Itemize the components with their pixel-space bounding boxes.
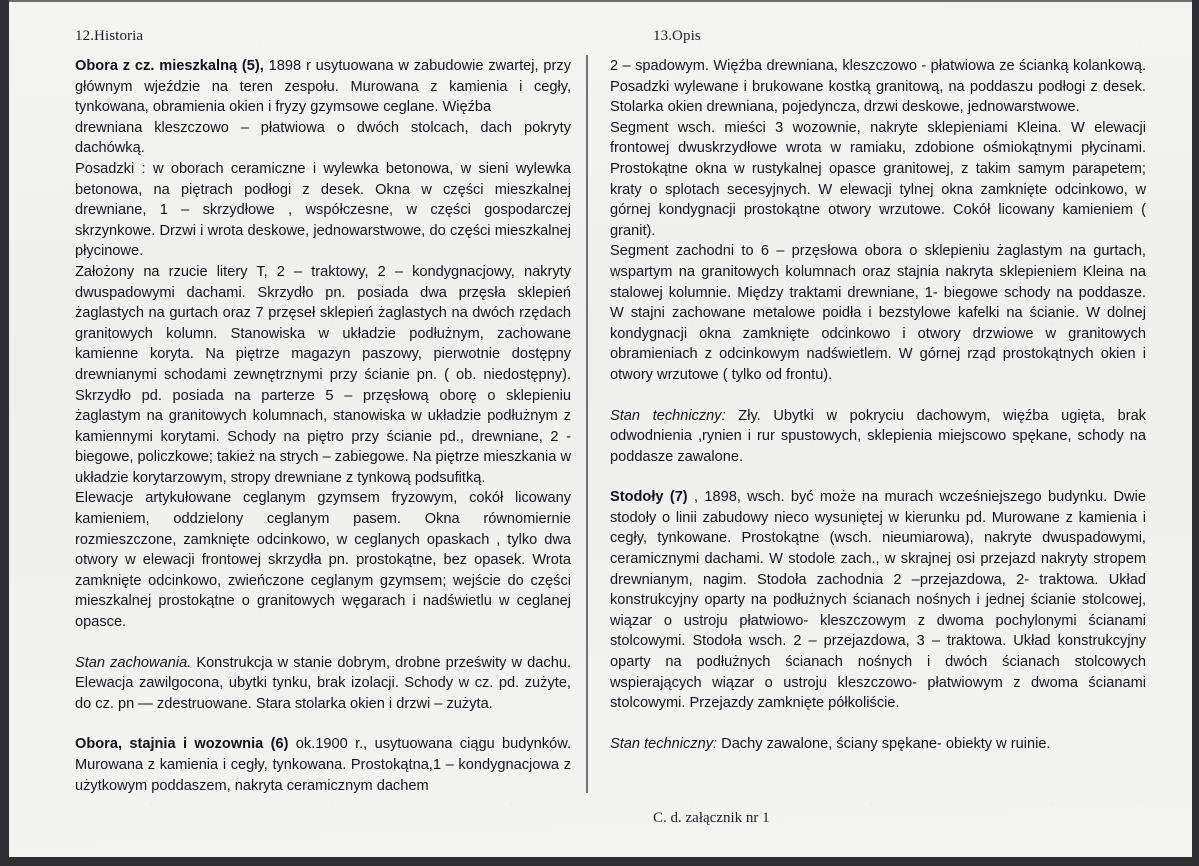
paragraph-body-elewacje-artykulowane: Elewacje artykułowane ceglanym gzymsem fryzowym, cokół licowany kamieniem, oddzielony ceglanym pasem. Okna równomiernie rozmieszczone, zamknięte odcinkowo, w ceglanych opaskach , tylko dwa otwory w elewacji frontowej skrzydła pn. prostokątne, bez opasek. Wrota zamknięte odcinkowo, zwieńczone ceglanym gzymsem; wejście do części mieszkalnej prostokątne o granitowych węgarach i nadświetlu w ceglanej opasce.: [75, 490, 571, 631]
paragraph-lead-stodoly: Stodoły (7): [610, 489, 688, 506]
paragraph-obora-z-cz-mieszkalna: [75, 56, 571, 118]
paragraph-body-zalozony-na-rzucie: Założony na rzucie litery T, 2 – traktowy, 2 – kondygnacjowy, nakryty dwuspadowymi dachami. Skrzydło pn. posiada dwa przęsła sklepień żaglastych na gurtach oraz 7 przęseł sklepień żaglastych na dwóch rzędach granitowych kolumn. Stanowiska w układzie podłużnym, zachowane kamienne koryta. Na piętrze magazyn paszowy, pierwotnie dostępny drewnianymi schodami zewnętrznymi przy ścianie pn. ( ob. niedostępny). Skrzydło pd. posiada na parterze 5 – przęsłową oborę o sklepieniu żaglastym na granitowych kolumnach, stanowiska w układzie podłużnym z kamiennymi korytami. Schody na piętro przy ścianie pd., drewniane, 2 -biegowe, policzkowe; takież na strych – zabiegowe. Na piętrze mieszkania w układzie korytarzowym, stropy drewniane z tynkową podsufitką.: [75, 263, 571, 486]
paragraph-stan-techniczny-2: [610, 734, 1146, 755]
paragraph-segment-zachodni: [610, 241, 1146, 385]
paragraph-posadzki: [75, 159, 571, 262]
paragraph-body-obora-z-cz-mieszkalna: 1898 r usytuowana w zabudowie zwartej, przy głównym wjeździe na teren zespołu. Murowana z kamienia i cegły, tynkowana, obramienia okien i fryzy gzymsowe ceglane. Więźba: [75, 58, 571, 116]
paragraph-body-spadowym-wiezba: 2 – spadowym. Więźba drewniana, kleszczowo - płatwiowa ze ścianką kolankową. Posadzki wylewane i brukowane kostką granitową, na poddaszu podłogi z desek. Stolarka okien drewniana, pojedyncza, drzwi deskowe, jednowarstwowe.: [610, 58, 1146, 116]
paragraph-lead-italic-stan-zachowania: Stan zachowania.: [75, 654, 192, 671]
paragraph-zalozony-na-rzucie: [75, 262, 571, 489]
left-column-header: 12.Historia: [75, 28, 144, 44]
paragraph-elewacje-artykulowane: [75, 488, 571, 632]
paragraph-obora-stajnia-i-wozownia: [75, 734, 571, 796]
paragraph-body-obora-stajnia-i-wozownia: ok.1900 r., usytuowana ciągu budynków. Murowana z kamienia i cegły, tynkowana. Prostokątna,1 – kondygnacjowa z użytkowym poddaszem, nakryta ceramicznym dachem: [75, 736, 572, 794]
paragraph-stan-techniczny-1: [610, 406, 1146, 468]
paragraph-body-posadzki: Posadzki : w oborach ceramiczne i wylewka betonowa, w sieni wylewka betonowa, na piętrach podłogi z desek. Okna w części mieszkalnej drewniane, 1 – skrzydłowe , współczesne, w części gospodarczej skrzynkowe. Drzwi i wrota deskowe, jednowarstwowe, do części mieszkalnej płycinowe.: [75, 160, 571, 260]
paragraph-stan-zachowania: [75, 653, 571, 715]
paragraph-segment-wschodni: [610, 118, 1146, 242]
paragraph-body-stodoly: , 1898, wsch. być może na murach wcześniejszego budynku. Dwie stodoły o linii zabudowy nieco wysuniętej w kierunku pd. Murowane z kamienia i cegły, tynkowane. Prostokątne (wsch. nieumiarowa), nakryte dwuspadowymi, ceramicznymi dachami. W stodole zach., w skrajnej osi przejazd nakryty stropem drewnianym, nagim. Stodoła zachodnia 2 –przejazdowa, 2- traktowa. Układ konstrukcyjny oparty na podłużnych ścianach nośnych i jednej ścianie stolcowej, wiązar o ustroju płatwiowo- kleszczowym z dwoma pochylonymi ścianami stolcowymi. Stodoła wsch. 2 – przejazdowa, 3 – traktowa. Układ konstrukcyjny oparty na podłużnych ścianach nośnych i dwóch ścianach stolcowych wspierających wiązar o ustroju kleszczowo- płatwiowym z dwoma ścianami stolcowymi. Przejazdy zamknięte półkoliście.: [610, 489, 1146, 712]
paragraph-body-stan-techniczny-1: Zły. Ubytki w pokryciu dachowym, więźba ugięta, brak odwodnienia ,rynien i rur spustowych, sklepienia miejscowo spękane, schody na poddasze zawalone.: [610, 407, 1146, 465]
paragraph-lead-obora-stajnia-i-wozownia: Obora, stajnia i wozownia (6): [75, 736, 289, 753]
page-footer-note: C. d. załącznik nr 1: [653, 810, 770, 826]
paragraph-lead-italic-stan-techniczny-1: Stan techniczny:: [610, 407, 726, 424]
paragraph-wiezba-drewniana: [75, 118, 571, 159]
right-text-column: [610, 56, 1146, 754]
paragraph-stodoly: [610, 487, 1146, 714]
left-text-column: [75, 56, 571, 796]
paragraph-lead-obora-z-cz-mieszkalna: Obora z cz. mieszkalną (5),: [75, 58, 264, 74]
right-column-header: 13.Opis: [653, 28, 701, 44]
paragraph-lead-italic-stan-techniczny-2: Stan techniczny:: [610, 735, 718, 752]
column-divider-rule: [586, 55, 588, 793]
paragraph-body-stan-techniczny-2: Dachy zawalone, ściany spękane- obiekty w ruinie.: [717, 735, 1051, 752]
paragraph-body-stan-zachowania: Konstrukcja w stanie dobrym, drobne prześwity w dachu. Elewacja zawilgocona, ubytki tynku, brak izolacji. Schody w cz. pd. zużyte, do cz. pn — zdestruowane. Stara stolarka okien i drzwi – zużyta.: [75, 654, 571, 712]
paragraph-body-segment-zachodni: Segment zachodni to 6 – przęsłowa obora o sklepieniu żaglastym na gurtach, wspartym na granitowych kolumnach oraz stajnia nakryta sklepieniem Kleina na stalowej kolumnie. Między traktami drewniane, 1- biegowe schody na poddasze. W stajni zachowane metalowe poidła i bezstylowe kafelki na ścianie. W dolnej kondygnacji okna zamknięte odcinkowo i otwory drzwiowe w granitowych obramieniach z odcinkowym nadświetlem. W górnej rząd prostokątnych okien i otwory wrzutowe ( tylko od frontu).: [610, 243, 1146, 383]
paragraph-body-segment-wschodni: Segment wsch. mieści 3 wozownie, nakryte sklepieniami Kleina. W elewacji frontowej dwuskrzydłowe wrota w ramiaku, zdobione ośmiokątnymi płycinami. Prostokątne okna w rustykalnej opasce granitowej, z takim samym parapetem; kraty o splotach secesyjnych. W elewacji tylnej okna zamknięte odcinkowo, w górnej kondygnacji prostokątne otwory wrzutowe. Cokół licowany kamieniem ( granit).: [610, 119, 1146, 239]
paragraph-spadowym-wiezba: [610, 56, 1146, 118]
paragraph-body-wiezba-drewniana: drewniana kleszczowo – płatwiowa o dwóch stolcach, dach pokryty dachówką.: [75, 119, 571, 157]
